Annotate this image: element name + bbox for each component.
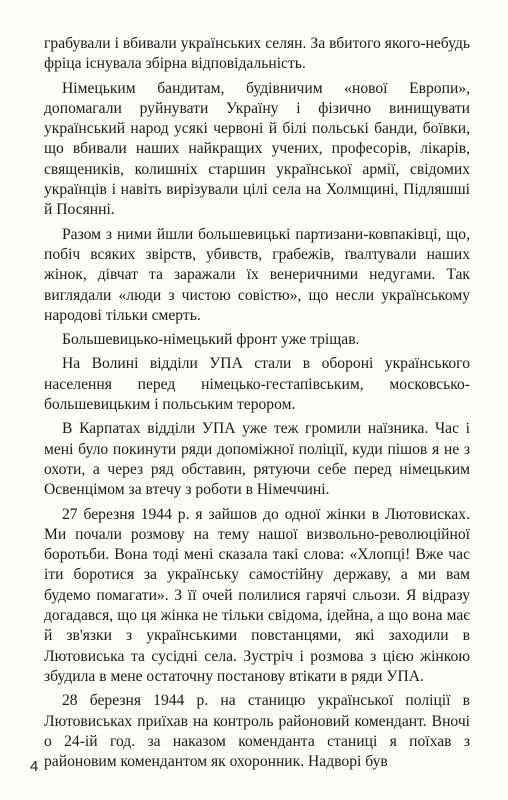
paragraph-4: Большевицько-німецький фронт уже тріщав. [62,331,360,349]
paragraph-5: На Волині відділи УПА стали в обороні українського населення перед німецько-гестапівським, московсько-большевицьким і польським терором. [44,355,470,414]
paragraph-6: В Карпатах відділи УПА уже теж громили наїзника. Час і мені було покинути ряди допоміжної поліції, куди пішов я не з охоти, а через ряд обставин, рятуючи себе перед німецьким Освенцімом за втечу з роботи в Німеччині. [44,420,470,499]
body-text [44,34,470,776]
paragraph-2: Німецьким бандитам, будівничим «нової Европи», допомагали руйнувати Україну і фізично винищувати український народ усякі червоні й білі польські банди, боївки, що вбивали наших найкращих учених, професорів, лікарів, священиків, колишніх старшин української армії, свідомих українців і навіть вирізували цілі села на Холмщині, Підляшші й Посянні. [44,79,470,219]
paragraph-7: 27 березня 1944 р. я зайшов до одної жінки в Лютовисках. Ми почали розмову на тему нашої визвольно-революційної боротьби. Вона тоді мені сказала такі слова: «Хлопці! Вже час іти боротися за українську самостійну державу, а ми вам будемо помагати». З її очей полилися гарячі сльози. Я відразу догадався, що ця жінка не тільки свідома, ідейна, а що вона має й зв'язки з українськими повстанцями, які заходили в Лютовиська та сусідні села. Зустріч і розмова з цією жінкою збудила в мене остаточну постанову втікати в ряди УПА. [44,505,470,685]
paragraph-8: 28 березня 1944 р. на станицю української поліції в Лютовиськах приїхав на контроль районовий комендант. Вночі о 24-ій год. за наказом коменданта станиці я поїхав з районовим комендантом як охоронник. Надворі був [44,692,470,771]
page-number: 4 [30,758,39,775]
paragraph-3: Разом з ними йшли большевицькі партизани-ковпаківці, що, побіч всяких звірств, убивств, грабежів, ґвалтували наших жінок, дівчат та заражали їх венеричними недугами. Так виглядали «люди з чистою совістю», що несли українському народові тільки смерть. [44,225,470,324]
paragraph-1: грабували і вбивали українських селян. За вбитого якого-небудь фріца існувала збірна відповідальність. [44,35,470,73]
